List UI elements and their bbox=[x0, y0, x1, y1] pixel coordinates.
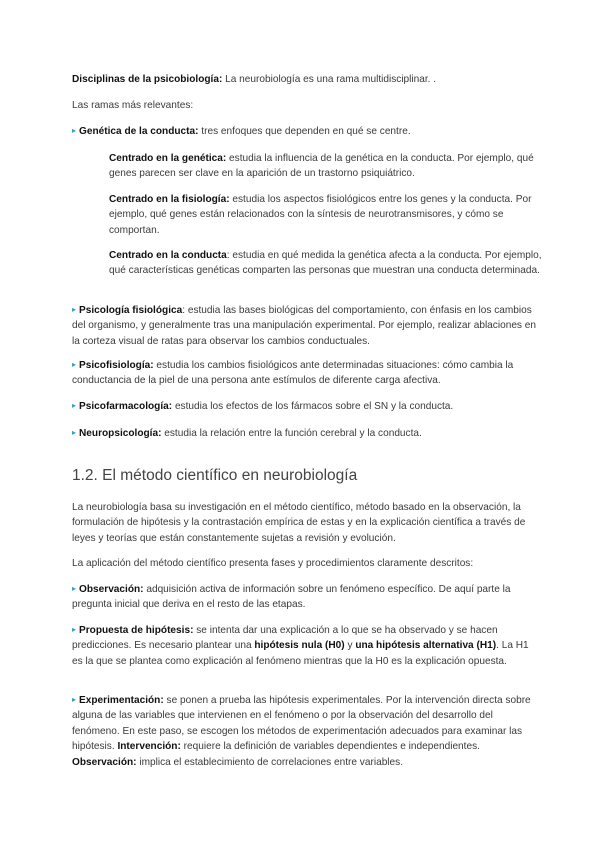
fase-label: Propuesta de hipótesis: bbox=[79, 625, 194, 636]
rama-text: : estudia las bases biológicas del comportamiento, con énfasis en los cambios del organismo, y generalmente tras una manipulación experimental. Por ejemplo, realizar ablaciones en la corteza visual de ratas para observar los cambios conductuales. bbox=[72, 305, 537, 347]
enfoque-label: Centrado en la conducta bbox=[109, 250, 227, 261]
triangle-right-icon: ▸ bbox=[72, 305, 77, 314]
fase-text: se ponen a prueba las hipótesis experimentales. Por la intervención directa sobre alguna de las variables que intervienen en el fenómeno o por la observación del desarrollo del fenómeno. En este paso, se escogen los métodos de experimentación adecuados para examinar las hipótesis. bbox=[72, 695, 531, 753]
metodo-intro: La neurobiología basa su investigación en el método científico, método basado en la observación, la formulación de hipótesis y la contrastación empírica de estas y en la explicación científica a través de leyes y teorías que están constantemente sujetas a revisión y evolución. bbox=[72, 502, 526, 544]
triangle-right-icon: ▸ bbox=[72, 695, 77, 704]
enfoque-text: estudia la influencia de la genética en la conducta. Por ejemplo, qué genes parecen ser clave en la aparición de un trastorno psiquiátrico. bbox=[109, 153, 534, 180]
fase-text-end: . La H1 es la que se plantea como explicación al fenómeno mientras que la H0 es la explicación opuesta. bbox=[72, 640, 529, 667]
fase-label: Experimentación: bbox=[79, 695, 164, 706]
enfoque-conducta bbox=[109, 248, 542, 279]
enfoque-genetica bbox=[109, 151, 542, 182]
rama-text: estudia la relación entre la función cerebral y la conducta. bbox=[161, 428, 422, 439]
triangle-right-icon: ▸ bbox=[72, 428, 77, 437]
rama-psicofisiologia bbox=[72, 358, 542, 389]
observacion-text: implica el establecimiento de correlaciones entre variables. bbox=[136, 756, 404, 768]
section-heading: 1.2. El método científico en neurobiología bbox=[72, 467, 358, 484]
observacion-label: Observación: bbox=[72, 756, 137, 768]
triangle-right-icon: ▸ bbox=[72, 625, 77, 634]
rama-label: Psicofarmacología: bbox=[79, 401, 173, 412]
rama-psicofarmacologia bbox=[72, 399, 542, 414]
triangle-right-icon: ▸ bbox=[72, 584, 77, 593]
hipotesis-nula: hipótesis nula (H0) bbox=[254, 640, 345, 652]
genetica-paragraph bbox=[72, 124, 542, 139]
enfoque-fisiologia bbox=[109, 192, 542, 238]
triangle-right-icon: ▸ bbox=[72, 401, 77, 410]
ramas-intro: Las ramas más relevantes: bbox=[72, 100, 194, 111]
rama-neuropsicologia bbox=[72, 426, 542, 441]
rama-label: Psicofisiología: bbox=[79, 360, 154, 371]
hipotesis-alternativa: una hipótesis alternativa (H1) bbox=[355, 640, 497, 652]
enfoque-text: : estudia en qué medida la genética afecta a la conducta. Por ejemplo, qué características genéticas comparten las personas que muestran una conducta determinada. bbox=[109, 250, 542, 277]
fase-text: se intenta dar una explicación a lo que se ha observado y se hacen predicciones. Es necesario plantear una bbox=[72, 625, 498, 652]
fase-hipotesis bbox=[72, 623, 542, 669]
genetica-text: tres enfoques que dependen en qué se centre. bbox=[198, 126, 411, 137]
rama-psicologia-fisiologica bbox=[72, 303, 542, 349]
triangle-right-icon: ▸ bbox=[72, 360, 77, 369]
fases-intro: La aplicación del método científico presenta fases y procedimientos claramente descritos: bbox=[72, 558, 474, 569]
triangle-right-icon: ▸ bbox=[72, 126, 77, 135]
intervencion-label: Intervención: bbox=[117, 741, 181, 753]
enfoque-label: Centrado en la genética: bbox=[109, 153, 227, 164]
intervencion-text: requiere la definición de variables dependientes e independientes. bbox=[180, 741, 480, 753]
fase-observacion bbox=[72, 582, 542, 613]
rama-text: estudia los cambios fisiológicos ante determinadas situaciones: cómo cambia la conductancia de la piel de una persona ante estímulos de diferente carga afectiva. bbox=[72, 360, 514, 387]
disciplinas-paragraph bbox=[72, 72, 542, 87]
fase-text-connector: y bbox=[344, 640, 356, 652]
enfoque-label: Centrado en la fisiología: bbox=[109, 194, 230, 205]
disciplinas-label: Disciplinas de la psicobiología: bbox=[72, 74, 223, 85]
fase-text: adquisición activa de información sobre un fenómeno específico. De aquí parte la pregunta inicial que deriva en el resto de las etapas. bbox=[72, 584, 511, 611]
genetica-label: Genética de la conducta: bbox=[79, 126, 199, 137]
rama-text: estudia los efectos de los fármacos sobre el SN y la conducta. bbox=[172, 401, 454, 412]
enfoque-text: estudia los aspectos fisiológicos entre los genes y la conducta. Por ejemplo, qué genes están relacionados con la síntesis de neurotransmisores, y cómo se comportan. bbox=[109, 194, 532, 236]
rama-label: Psicología fisiológica bbox=[79, 305, 183, 316]
fase-experimentacion bbox=[72, 693, 542, 770]
disciplinas-text: La neurobiología es una rama multidisciplinar. . bbox=[222, 74, 437, 85]
rama-label: Neuropsicología: bbox=[79, 428, 162, 439]
fase-label: Observación: bbox=[79, 584, 144, 595]
